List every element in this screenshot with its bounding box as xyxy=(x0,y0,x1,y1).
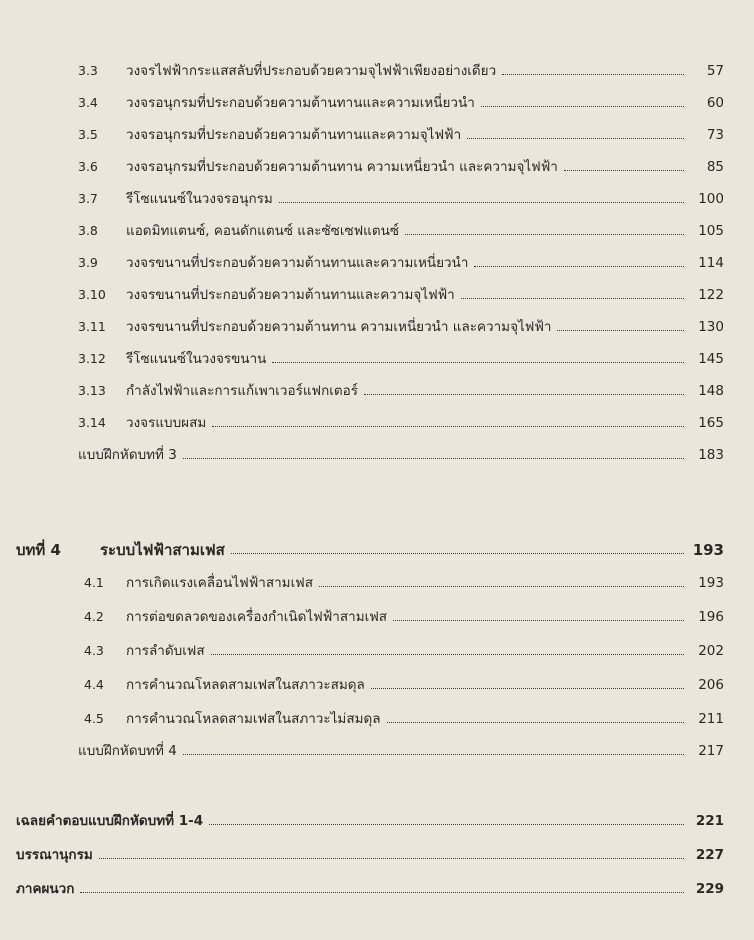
entry-title: วงจรอนุกรมที่ประกอบด้วยความต้านทาน ความเหนี่ยวนำ และความจุไฟฟ้า xyxy=(126,159,558,175)
toc-entry-4-3 xyxy=(78,638,724,660)
dot-leader xyxy=(209,824,684,825)
toc-entry-3-14 xyxy=(78,410,724,432)
dot-leader xyxy=(557,330,684,331)
entry-number: 3.11 xyxy=(78,319,106,334)
dot-leader xyxy=(502,74,684,75)
dot-leader xyxy=(364,394,684,395)
toc-entry-3-13 xyxy=(78,378,724,400)
toc-entry-3-7 xyxy=(78,186,724,208)
dot-leader xyxy=(99,858,684,859)
entry-page: 193 xyxy=(698,575,724,591)
toc-chapter-4 xyxy=(16,537,724,559)
entry-number: 3.3 xyxy=(78,63,98,78)
entry-page: 229 xyxy=(695,881,724,897)
toc-entry-3-11 xyxy=(78,314,724,336)
entry-page: 85 xyxy=(706,159,724,175)
entry-title: การต่อขดลวดของเครื่องกำเนิดไฟฟ้าสามเฟส xyxy=(126,609,388,625)
entry-title: รีโซแนนซ์ในวงจรอนุกรม xyxy=(126,191,273,207)
dot-leader xyxy=(183,754,684,755)
entry-title: วงจรขนานที่ประกอบด้วยความต้านทานและความเหนี่ยวนำ xyxy=(126,255,469,271)
entry-title: วงจรแบบผสม xyxy=(126,415,207,431)
entry-page: 114 xyxy=(698,255,724,271)
entry-title: วงจรขนานที่ประกอบด้วยความต้านทานและความจุไฟฟ้า xyxy=(126,287,455,303)
entry-number: 3.5 xyxy=(78,127,98,142)
entry-title: วงจรอนุกรมที่ประกอบด้วยความต้านทานและความจุไฟฟ้า xyxy=(126,127,462,143)
toc-entry-3-4 xyxy=(78,90,724,112)
dot-leader xyxy=(405,234,684,235)
toc-entry-3-3 xyxy=(78,58,724,80)
toc-bibliography xyxy=(16,842,724,864)
dot-leader xyxy=(481,106,684,107)
toc-exercise-4 xyxy=(78,738,724,760)
entry-page: 100 xyxy=(698,191,724,207)
entry-title: บรรณานุกรม xyxy=(16,847,93,863)
entry-page: 221 xyxy=(695,813,724,829)
entry-title: แบบฝึกหัดบทที่ 3 xyxy=(78,447,177,463)
entry-number: 3.13 xyxy=(78,383,106,398)
dot-leader xyxy=(387,722,684,723)
toc-entry-4-2 xyxy=(78,604,724,626)
toc-entry-3-6 xyxy=(78,154,724,176)
entry-page: 57 xyxy=(706,63,724,79)
toc-entry-4-1 xyxy=(78,570,724,592)
entry-page: 105 xyxy=(698,223,724,239)
dot-leader xyxy=(319,586,684,587)
entry-number: 4.5 xyxy=(84,711,104,726)
entry-title: รีโซแนนซ์ในวงจรขนาน xyxy=(126,351,267,367)
entry-title: แบบฝึกหัดบทที่ 4 xyxy=(78,743,177,759)
entry-page: 60 xyxy=(706,95,724,111)
entry-title: กำลังไฟฟ้าและการแก้เพาเวอร์แฟกเตอร์ xyxy=(126,383,359,399)
entry-title: ภาคผนวก xyxy=(16,881,75,897)
entry-page: 130 xyxy=(698,319,724,335)
entry-title: วงจรขนานที่ประกอบด้วยความต้านทาน ความเหนี่ยวนำ และความจุไฟฟ้า xyxy=(126,319,552,335)
toc-entry-4-5 xyxy=(78,706,724,728)
entry-page: 211 xyxy=(698,711,724,727)
entry-page: 202 xyxy=(698,643,724,659)
dot-leader xyxy=(80,892,684,893)
entry-title: การคำนวณโหลดสามเฟสในสภาวะไม่สมดุล xyxy=(126,711,381,727)
entry-title: วงจรไฟฟ้ากระแสสลับที่ประกอบด้วยความจุไฟฟ้าเพียงอย่างเดียว xyxy=(126,63,497,79)
entry-page: 183 xyxy=(698,447,724,463)
toc-entry-3-9 xyxy=(78,250,724,272)
entry-title: การคำนวณโหลดสามเฟสในสภาวะสมดุล xyxy=(126,677,365,693)
dot-leader xyxy=(183,458,684,459)
toc-entry-3-10 xyxy=(78,282,724,304)
entry-page: 73 xyxy=(706,127,724,143)
entry-page: 165 xyxy=(698,415,724,431)
dot-leader xyxy=(467,138,684,139)
chapter-number: บทที่ 4 xyxy=(16,541,61,559)
entry-title: การลำดับเฟส xyxy=(126,643,205,659)
entry-number: 3.8 xyxy=(78,223,98,238)
entry-page: 122 xyxy=(698,287,724,303)
entry-page: 206 xyxy=(698,677,724,693)
toc-entry-3-8 xyxy=(78,218,724,240)
entry-number: 3.6 xyxy=(78,159,98,174)
entry-page: 227 xyxy=(695,847,724,863)
entry-page: 148 xyxy=(698,383,724,399)
entry-title: วงจรอนุกรมที่ประกอบด้วยความต้านทานและความเหนี่ยวนำ xyxy=(126,95,475,111)
entry-number: 4.2 xyxy=(84,609,104,624)
dot-leader xyxy=(371,688,684,689)
entry-number: 4.3 xyxy=(84,643,104,658)
toc-entry-4-4 xyxy=(78,672,724,694)
entry-number: 3.4 xyxy=(78,95,98,110)
entry-title: การเกิดแรงเคลื่อนไฟฟ้าสามเฟส xyxy=(126,575,313,591)
dot-leader xyxy=(231,553,684,554)
toc-exercise-3 xyxy=(78,442,724,464)
toc-appendix xyxy=(16,876,724,898)
entry-page: 217 xyxy=(698,743,724,759)
entry-page: 145 xyxy=(698,351,724,367)
dot-leader xyxy=(564,170,684,171)
entry-number: 3.9 xyxy=(78,255,98,270)
entry-number: 3.7 xyxy=(78,191,98,206)
dot-leader xyxy=(279,202,684,203)
dot-leader xyxy=(211,654,684,655)
dot-leader xyxy=(272,362,684,363)
dot-leader xyxy=(461,298,684,299)
entry-number: 3.12 xyxy=(78,351,106,366)
dot-leader xyxy=(393,620,684,621)
toc-entry-3-5 xyxy=(78,122,724,144)
entry-page: 193 xyxy=(692,541,724,559)
entry-title: เฉลยคำตอบแบบฝึกหัดบทที่ 1-4 xyxy=(16,813,204,829)
chapter-title: ระบบไฟฟ้าสามเฟส xyxy=(100,541,225,559)
toc-answer-key xyxy=(16,808,724,830)
entry-number: 4.4 xyxy=(84,677,104,692)
entry-number: 3.10 xyxy=(78,287,106,302)
toc-entry-3-12 xyxy=(78,346,724,368)
entry-number: 4.1 xyxy=(84,575,104,590)
entry-page: 196 xyxy=(698,609,724,625)
dot-leader xyxy=(212,426,684,427)
entry-title: แอดมิทแตนซ์, คอนดักแตนซ์ และซัซเซฟแตนซ์ xyxy=(126,223,400,239)
dot-leader xyxy=(474,266,684,267)
entry-number: 3.14 xyxy=(78,415,106,430)
